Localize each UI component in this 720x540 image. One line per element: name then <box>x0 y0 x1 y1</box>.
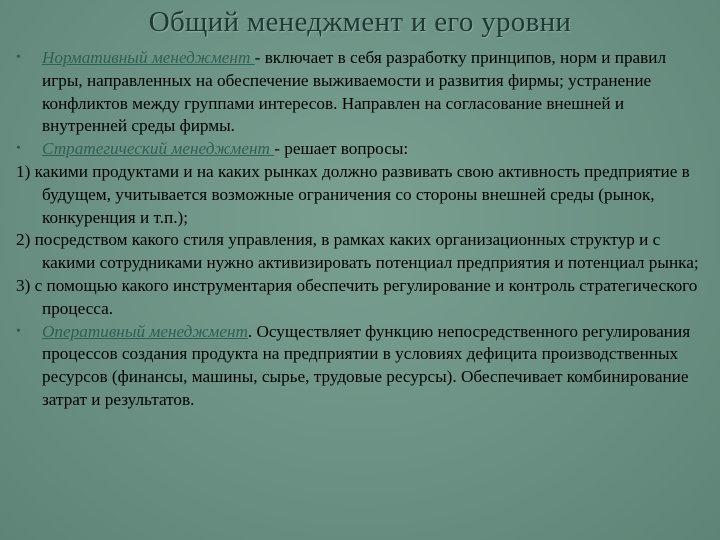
term-strategic: Стратегический менеджмент <box>42 139 275 159</box>
slide-title: Общий менеджмент и его уровни <box>148 6 572 38</box>
bullet-icon: • <box>16 50 21 65</box>
item-text: - включает в себя разработку принципов, норм и правил игры, направленных на обеспечение выживаемости и развития фирмы; устранение конфликтов между группами интересов. Направлен на согласование внешней и внутренней среды фирмы. <box>42 48 667 136</box>
list-item-operative <box>16 321 706 412</box>
term-operative: Оперативный менеджмент <box>42 321 248 341</box>
list-item-normative <box>16 47 706 138</box>
slide-body <box>16 47 706 412</box>
bullet-icon: • <box>16 141 21 157</box>
item-text: . Осуществляет функцию непосредственного регулирования процессов создания продукта на предприятии в условиях дефицита производственных ресурсов (финансы, машины, сырье, трудовые ресурсы). Обеспечивает комбинирование затрат и результатов. <box>42 321 691 409</box>
bullet-icon: • <box>16 323 21 339</box>
numbered-item-2: 2) посредством какого стиля управления, в рамках каких организационных структур и с какими сотрудниками нужно активизировать потенциал предприятия и потенциал рынка; <box>16 230 699 273</box>
item-text: - решает вопросы: <box>274 139 409 159</box>
list-item-strategic <box>16 138 706 161</box>
term-normative: Нормативный менеджмент <box>42 48 255 67</box>
numbered-item-3: 3) с помощью какого инструментария обеспечить регулирование и контроль стратегического процесса. <box>16 275 698 318</box>
numbered-item-1: 1) какими продуктами и на каких рынках должно развивать свою активность предприятие в будущем, учитывается возможные ограничения со стороны внешней среды (рынок, конкуренция и т.п.); <box>16 161 690 227</box>
